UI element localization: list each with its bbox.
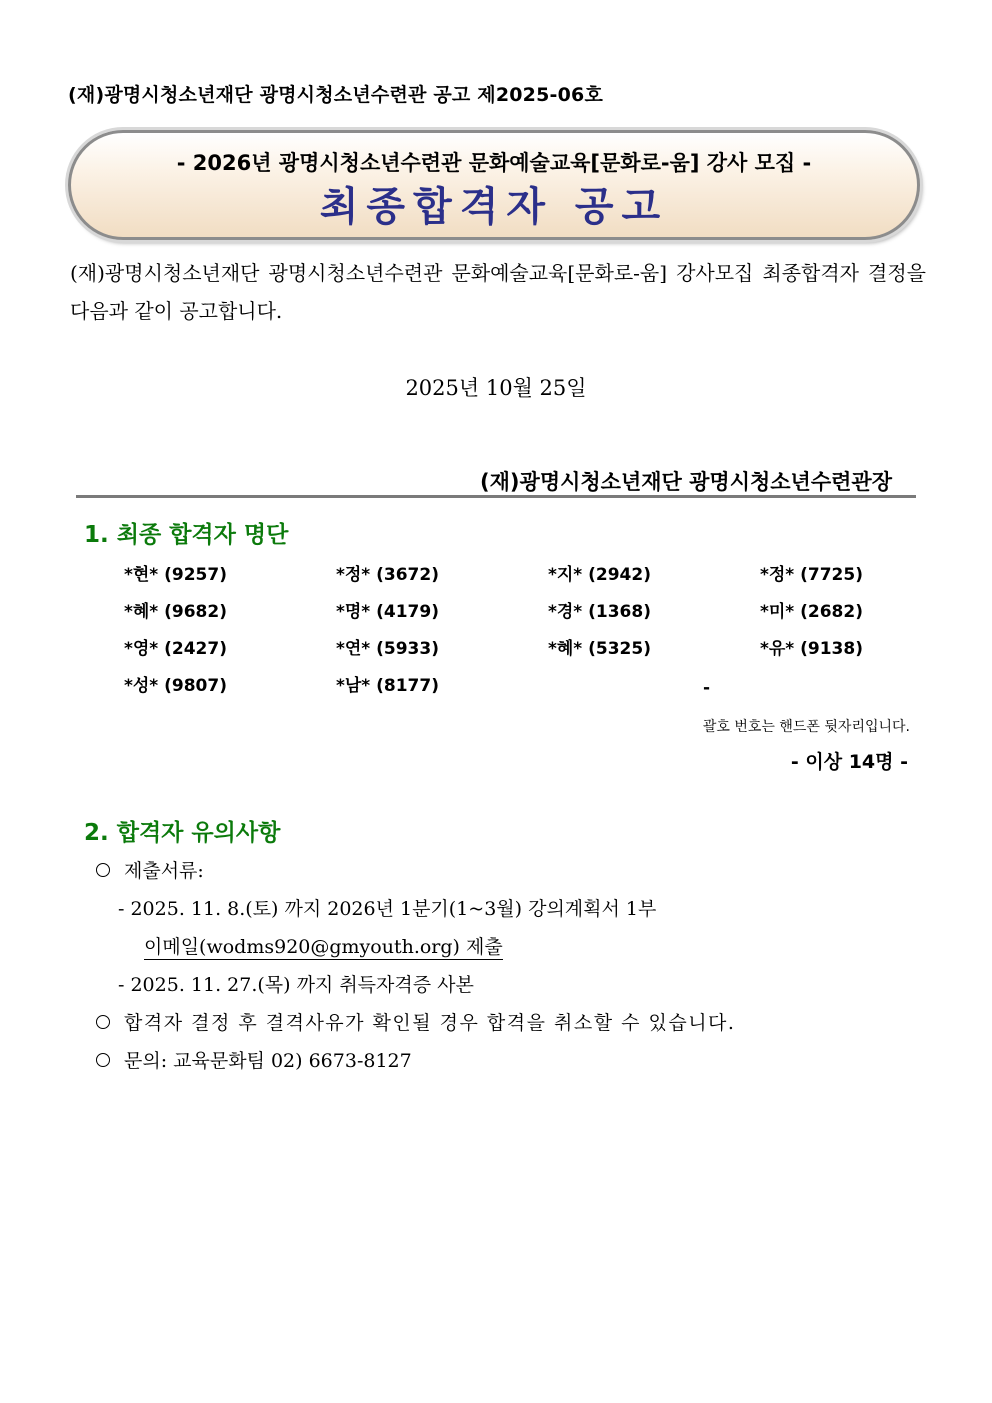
winner-name: *경* (1368) xyxy=(548,602,651,622)
winner-name: *혜* (9682) xyxy=(124,602,227,622)
winner-name: *명* (4179) xyxy=(336,602,439,622)
banner-title: 최종합격자 공고 xyxy=(319,184,669,230)
contact-info: 문의: 교육문화팀 02) 6673-8127 xyxy=(124,1050,412,1072)
note-item-cancel xyxy=(96,1008,735,1035)
note-item-docs xyxy=(96,856,204,883)
winner-name: *혜* (5325) xyxy=(548,639,651,659)
winner-name: *지* (2942) xyxy=(548,565,651,585)
winner-name: *남* (8177) xyxy=(336,676,439,696)
cancel-note: 합격자 결정 후 결격사유가 확인될 경우 합격을 취소할 수 있습니다. xyxy=(124,1012,736,1034)
winner-name: *유* (9138) xyxy=(760,639,863,659)
total-count: - 이상 14명 - xyxy=(790,751,908,773)
winner-name: *연* (5933) xyxy=(336,639,439,659)
doc-item-1: - 2025. 11. 8.(토) 까지 2026년 1분기(1~3월) 강의계획서 1부 xyxy=(118,898,657,920)
winner-name: *미* (2682) xyxy=(760,602,863,622)
section-title-notes: 2. 합격자 유의사항 xyxy=(84,820,281,846)
doc-item-2: - 2025. 11. 27.(목) 까지 취득자격증 사본 xyxy=(118,974,474,996)
announcement-date: 2025년 10월 25일 xyxy=(405,376,587,400)
winner-name: *성* (9807) xyxy=(124,676,227,696)
list-end-dash: - xyxy=(703,678,711,698)
issuing-organization: (재)광명시청소년재단 광명시청소년수련관장 xyxy=(480,470,892,494)
doc-item-1-email xyxy=(144,932,503,959)
winner-name: *정* (3672) xyxy=(336,565,439,585)
winner-name: *영* (2427) xyxy=(124,639,227,659)
intro-paragraph: (재)광명시청소년재단 광명시청소년수련관 문화예술교육[문화로-움] 강사모집 최종합격자 결정을 다음과 같이 공고합니다. xyxy=(70,261,926,323)
notice-number: (재)광명시청소년재단 광명시청소년수련관 공고 제2025-06호 xyxy=(68,84,604,106)
winner-name: *현* (9257) xyxy=(124,565,227,585)
phone-note: 괄호 번호는 핸드폰 뒷자리입니다. xyxy=(702,719,910,735)
winners-list xyxy=(124,564,904,697)
circle-bullet-icon xyxy=(96,1015,110,1029)
note-item-contact xyxy=(96,1046,412,1073)
circle-bullet-icon xyxy=(96,1053,110,1067)
divider-rule xyxy=(76,495,916,498)
email-submission: 이메일(wodms920@gmyouth.org) 제출 xyxy=(144,936,503,958)
docs-label: 제출서류: xyxy=(124,860,204,882)
title-banner xyxy=(68,130,920,240)
section-title-winners: 1. 최종 합격자 명단 xyxy=(84,522,289,548)
winner-name: *정* (7725) xyxy=(760,565,863,585)
circle-bullet-icon xyxy=(96,863,110,877)
banner-subtitle: - 2026년 광명시청소년수련관 문화예술교육[문화로-움] 강사 모집 - xyxy=(176,151,812,175)
